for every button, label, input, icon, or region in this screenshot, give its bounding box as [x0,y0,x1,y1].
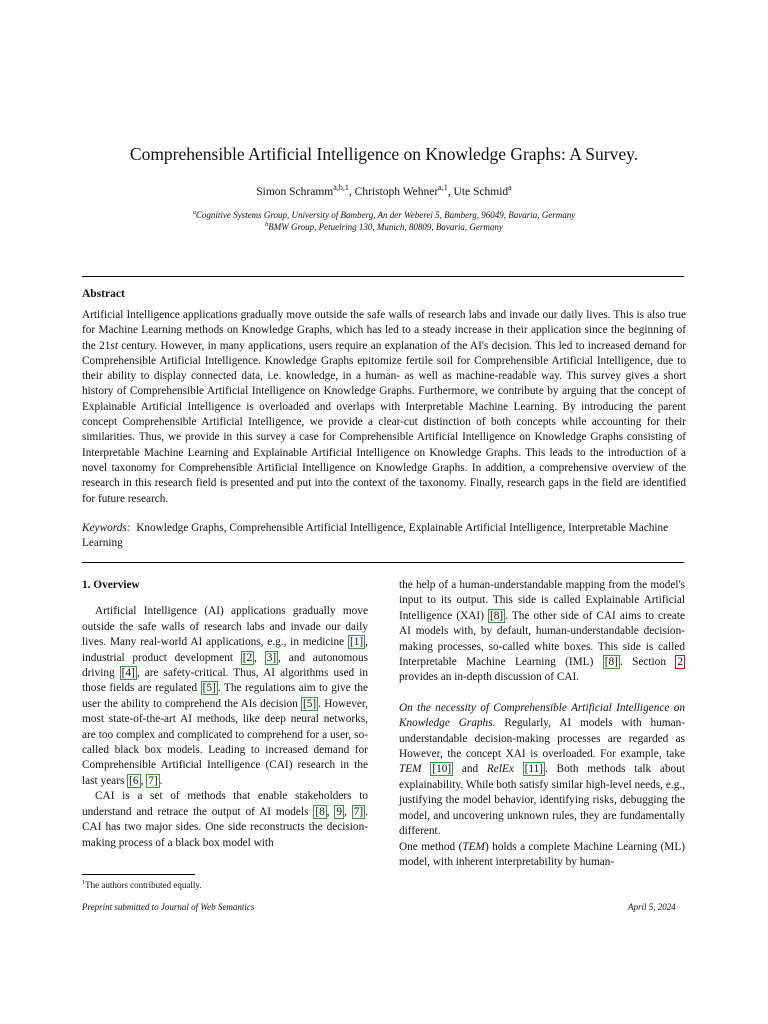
paragraph: One method (TEM) holds a complete Machine Learning (ML) model, with inherent interpretability by human- [399,840,685,868]
citation-link[interactable]: 7] [353,805,364,818]
paragraph: On the necessity of Comprehensible Artificial Intelligence on Knowledge Graphs. Regularly, AI models with human-understandable decision-making processes are regarded as However, the concept XAI is overloaded. For example, take TEM [10] and RelEx [11] . Both methods talk about explainability. While both satisfy similar high-level needs, e.g., justifying the model behavior, identifying risks, debugging the model, and uncovering unknown rules, they are fundamentally different. [399,701,685,838]
citation-link[interactable]: 3] [266,651,277,664]
author-name: Christoph Wehner [354,185,439,198]
abstract-heading: Abstract [82,288,125,300]
right-column [399,578,685,870]
keywords [82,521,686,552]
footnote-divider [82,874,195,875]
author-list: Simon Schramm$^{a,b,1}$, Christoph Wehner$^{a,1}$, Ute Schmid$^a$ [256,183,512,198]
author-name: Simon Schramm [256,185,334,198]
abstract-body: Artificial Intelligence applications gradually move outside the safe walls of research labs and invade our daily lives. This is also true for Machine Learning methods on Knowledge Graphs, which has led to a steady increase in their application since the beginning of the 21st century. However, in many applications, users require an explanation of the AI's decision. This led to increased demand for Comprehensible Artificial Intelligence. Knowledge Graphs epitomize fertile soil for Comprehensible Artificial Intelligence, due to their ability to display connected data, i.e. knowledge, in a human- as well as machine-readable way. This survey gives a short history of Comprehensible Artificial Intelligence on Knowledge Graphs. Furthermore, we contribute by arguing that the concept of Explainable Artificial Intelligence is overloaded and overlaps with Interpretable Machine Learning. By introducing the parent concept Comprehensible Artificial Intelligence, we provide a clear-cut distinction of both concepts while accounting for their similarities. Thus, we provide in this survey a case for Comprehensible Artificial Intelligence on Knowledge Graphs consisting of Interpretable Machine Learning and Explainable Artificial Intelligence on Knowledge Graphs. This leads to the introduction of a novel taxonomy for Comprehensible Artificial Intelligence on Knowledge Graphs. In addition, a comprehensive overview of the research in this research field is presented and put into the context of the taxonomy. Finally, research gaps in the field are identified for future research. [82,309,686,505]
citation-link[interactable]: [8] [604,656,618,669]
citation-link[interactable]: [2 [242,651,253,664]
paragraph: CAI is a set of methods that enable stakeholders to understand and retrace the output of AI models [8 , 9 , 7] . CAI has two major sides. One side reconstructs the decision-making process of a black box model with [82,790,368,849]
affiliation-b: $^b$BMW Group, Petuelring 130, Munich, 80809, Bavaria, Germany [265,221,503,232]
citation-link[interactable]: [10] [432,763,452,776]
author-name: Ute Schmid [453,185,509,198]
citation-link[interactable]: [4] [121,667,135,680]
author-affiliation-mark: a,b,1 [333,183,349,192]
section-reference-link[interactable]: 2 [677,656,684,669]
keywords-label: Keywords: [82,522,131,534]
paragraph-lead: On the necessity of Comprehensible Artificial Intelligence on Knowledge Graphs. [399,701,685,730]
citation-link[interactable]: 9 [336,805,343,818]
paragraph: the help of a human-understandable mapping from the model's input to its output. This side is called Explainable Artificial Intelligence (XAI) [8] . The other side of CAI aims to create AI models with, by default, human-understandable decision-making processes, so-called white boxes. This side is called Interpretable Machine Learning (IML) [8] . Section 2 provides an in-depth discussion of CAI. [399,579,685,684]
left-column [82,578,368,851]
author-affiliation-mark: a [508,183,512,192]
citation-link[interactable]: [8 [315,805,325,818]
citation-link[interactable]: [1] [349,636,364,649]
footer-date: April 5, 2024 [628,902,676,912]
paper-title: Comprehensible Artificial Intelligence on Knowledge Graphs: A Survey. [129,144,639,164]
citation-link[interactable]: [6 [129,774,139,787]
affiliation-a: $^a$Cognitive Systems Group, University of Bamberg, An der Weberei 5, Bamberg, 96049, Bavaria, Germany [192,209,576,220]
citation-link[interactable]: [8] [490,609,504,622]
top-divider [82,276,684,277]
paragraph: Artificial Intelligence (AI) applications gradually move outside the safe walls of research labs and invade our daily lives. Many real-world AI applications, e.g., in medicine [1] , industrial product development [2 , 3] , and autonomous driving [4] , are safety-critical. Thus, AI algorithms used in those fields are regulated [5] . The regulations aim to give the user the ability to comprehend the AIs decision [5] . However, most state-of-the-art AI methods, like deep neural networks, are too complex and complicated to comprehend for a user, so-called black box models. Leading to increased demand for Comprehensible Artificial Intelligence (CAI) research in the last years [6 , 7] . [82,605,368,787]
citation-link[interactable]: 7] [148,774,158,787]
citation-link[interactable]: [11] [524,763,543,776]
author-affiliation-mark: a,1 [438,183,448,192]
footnote: $^1$The authors contributed equally. [82,879,202,890]
citation-link[interactable]: [5] [202,682,216,695]
citation-link[interactable]: [5] [302,697,317,710]
section-heading: 1. Overview [82,579,140,591]
keywords-list: Knowledge Graphs, Comprehensible Artificial Intelligence, Explainable Artificial Intelligence, Interpretable Machine Learning [82,522,669,550]
footer-journal: Preprint submitted to Journal of Web Semantics [82,902,255,912]
bottom-divider [82,562,684,563]
